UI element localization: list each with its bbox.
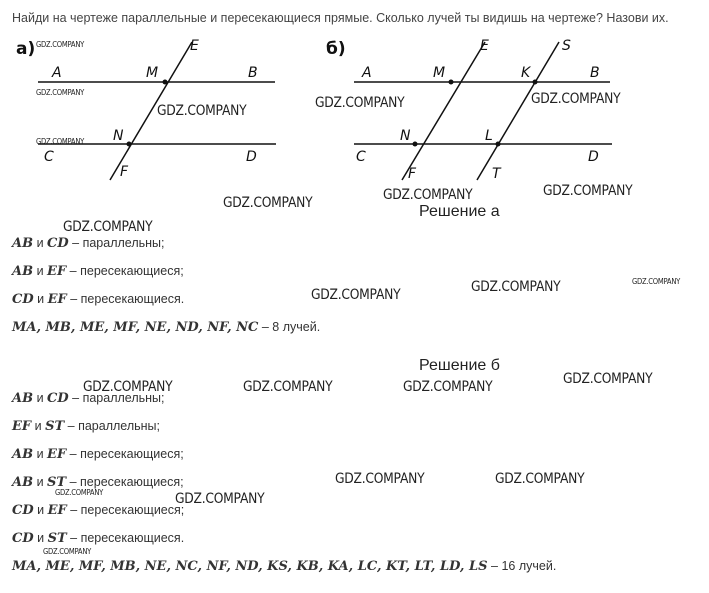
solution-b-row: AB и CD – параллельны; — [12, 391, 165, 406]
watermark: GDZ.COMPANY — [157, 103, 247, 119]
watermark: GDZ.COMPANY — [563, 371, 653, 387]
watermark: GDZ.COMPANY — [632, 277, 681, 286]
watermark: GDZ.COMPANY — [83, 379, 173, 395]
solution-a-heading: Решение а — [419, 203, 500, 220]
solution-a-rays: MA, MB, ME, MF, NE, ND, NF, NC – 8 лучей. — [12, 320, 321, 335]
point-C: C — [356, 149, 366, 165]
watermark: GDZ.COMPANY — [55, 488, 104, 497]
point-B: B — [590, 65, 600, 81]
watermark: GDZ.COMPANY — [36, 40, 85, 49]
point-A: A — [362, 65, 372, 81]
watermark: GDZ.COMPANY — [403, 379, 493, 395]
point-E: E — [190, 38, 199, 54]
point-M: M — [146, 65, 159, 81]
point-A: A — [52, 65, 62, 81]
watermark: GDZ.COMPANY — [543, 183, 633, 199]
solution-b-heading: Решение б — [419, 357, 500, 374]
watermark: GDZ.COMPANY — [63, 219, 153, 235]
solution-b-row: AB и ST – пересекающиеся; — [12, 475, 184, 490]
point-K: K — [521, 65, 531, 81]
watermark: GDZ.COMPANY — [531, 91, 621, 107]
solution-b-row: EF и ST – параллельны; — [12, 419, 160, 434]
watermark: GDZ.COMPANY — [175, 491, 265, 507]
point-F: F — [120, 164, 129, 180]
watermark: GDZ.COMPANY — [43, 547, 92, 556]
solution-b-row: AB и EF – пересекающиеся; — [12, 447, 184, 462]
point-E: E — [480, 38, 489, 54]
point-D: D — [246, 149, 257, 165]
watermark: GDZ.COMPANY — [335, 471, 425, 487]
point-N: N — [400, 128, 411, 144]
figure-b-label: б) — [326, 39, 346, 59]
figure-a — [10, 28, 300, 188]
watermark: GDZ.COMPANY — [223, 195, 313, 211]
solution-b-row: CD и EF – пересекающиеся; — [12, 503, 185, 518]
point-N: N — [113, 128, 124, 144]
solution-b-rays: MA, ME, MF, MB, NE, NC, NF, ND, KS, KB, KA, LC, KT, LT, LD, LS – 16 лучей. — [12, 559, 557, 574]
solution-b-row: CD и ST – пересекающиеся. — [12, 531, 185, 546]
point-L: L — [485, 128, 493, 144]
watermark: GDZ.COMPANY — [36, 88, 85, 97]
solution-a-row: AB и EF – пересекающиеся; — [12, 264, 184, 279]
watermark: GDZ.COMPANY — [383, 187, 473, 203]
point-S: S — [562, 38, 571, 54]
figure-a-label: а) — [16, 39, 36, 59]
solution-a-row: CD и EF – пересекающиеся. — [12, 292, 185, 307]
task-text: Найди на чертеже параллельные и пересекающиеся прямые. Сколько лучей ты видишь на чертеже? Назови их. — [12, 11, 669, 25]
point-T: T — [492, 166, 501, 182]
solution-a-row: AB и CD – параллельны; — [12, 236, 165, 251]
watermark: GDZ.COMPANY — [471, 279, 561, 295]
point-C: C — [44, 149, 54, 165]
watermark: GDZ.COMPANY — [36, 137, 85, 146]
watermark: GDZ.COMPANY — [311, 287, 401, 303]
point-D: D — [588, 149, 599, 165]
point-F: F — [408, 166, 417, 182]
point-B: B — [248, 65, 258, 81]
point-M: M — [433, 65, 446, 81]
watermark: GDZ.COMPANY — [243, 379, 333, 395]
watermark: GDZ.COMPANY — [315, 95, 405, 111]
watermark: GDZ.COMPANY — [495, 471, 585, 487]
